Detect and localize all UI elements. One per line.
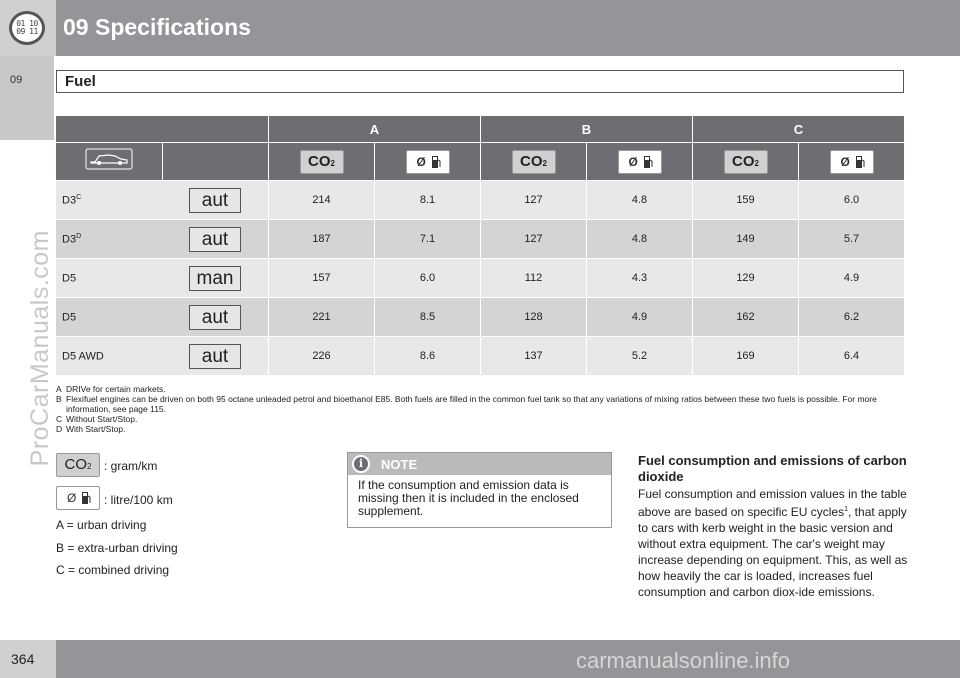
value-cell: 159 xyxy=(692,180,798,219)
value-cell: 129 xyxy=(692,258,798,297)
value-cell: 226 xyxy=(268,336,374,375)
value-cell: 187 xyxy=(268,219,374,258)
footnote: D With Start/Stop. xyxy=(56,424,126,434)
gearbox-cell xyxy=(162,258,268,297)
footnote: C Without Start/Stop. xyxy=(56,414,138,424)
co2-icon: CO2 xyxy=(724,150,768,174)
car-header-cell xyxy=(56,142,162,180)
value-cell: 6.2 xyxy=(798,297,904,336)
model-cell: D5 AWD xyxy=(56,336,162,375)
co2-header-a xyxy=(268,142,374,180)
value-cell: 4.9 xyxy=(798,258,904,297)
footnote: B Flexifuel engines can be driven on both 95 octane unleaded petrol and bioethanol E85. Both fuels are filled in the common fuel tank so that any variations of mixing ratios between these two fuels is possible. For more information, see page 115. xyxy=(56,394,877,414)
fuel-pump-icon: Ø xyxy=(406,150,450,174)
table-row xyxy=(56,258,904,297)
value-cell: 5.2 xyxy=(586,336,692,375)
gearbox-badge: aut xyxy=(189,188,241,213)
value-cell: 6.4 xyxy=(798,336,904,375)
emissions-article xyxy=(638,453,910,600)
fuel-header-c xyxy=(798,142,904,180)
note-box xyxy=(347,452,612,528)
section-heading-bar xyxy=(56,70,904,93)
value-cell: 6.0 xyxy=(798,180,904,219)
gearbox-cell xyxy=(162,336,268,375)
legend-a: A = urban driving xyxy=(56,518,147,532)
fuel-consumption-table xyxy=(56,116,904,375)
value-cell: 5.7 xyxy=(798,219,904,258)
co2-icon: CO2 xyxy=(300,150,344,174)
co2-icon: CO2 xyxy=(512,150,556,174)
note-title: NOTE xyxy=(381,457,418,472)
model-cell: D5 xyxy=(56,258,162,297)
chapter-badge-text: 01 10 09 11 xyxy=(16,19,38,36)
value-cell: 128 xyxy=(480,297,586,336)
fuel-pump-icon: Ø xyxy=(56,486,100,510)
co2-header-c xyxy=(692,142,798,180)
footnote: A DRIVe for certain markets. xyxy=(56,384,166,394)
co2-unit-text: : gram/km xyxy=(104,459,158,473)
chapter-chip xyxy=(0,0,56,56)
table-row xyxy=(56,180,904,219)
value-cell: 214 xyxy=(268,180,374,219)
value-cell: 4.3 xyxy=(586,258,692,297)
page-number: 364 xyxy=(11,651,35,667)
chapter-badge-icon xyxy=(9,11,45,45)
page-header xyxy=(0,0,960,56)
model-cell: $D3^D$ xyxy=(56,219,162,258)
co2-icon: CO2 xyxy=(56,453,100,477)
bottom-watermark: carmanualsonline.info xyxy=(576,648,791,673)
gearbox-badge: man xyxy=(189,266,241,291)
article-body: Fuel consumption and emission values in the table above are based on specific EU cycles$^1$, that apply to cars with kerb weight in the basic version and without extra equipment. The car's weight may increase depending on equipment. This, as well as how heavily the car is loaded, increases fuel consumption and carbon diox-ide emissions. xyxy=(638,487,908,599)
value-cell: 149 xyxy=(692,219,798,258)
table-header-blank xyxy=(56,116,268,142)
value-cell: 4.9 xyxy=(586,297,692,336)
value-cell: 112 xyxy=(480,258,586,297)
chapter-side-tab-label: 09 xyxy=(10,74,23,86)
value-cell: 8.5 xyxy=(374,297,480,336)
value-cell: 4.8 xyxy=(586,180,692,219)
value-cell: 162 xyxy=(692,297,798,336)
legend-c: C = combined driving xyxy=(56,563,170,577)
car-icon xyxy=(85,148,133,170)
value-cell: 8.1 xyxy=(374,180,480,219)
note-header xyxy=(348,453,611,475)
fuel-pump-icon: Ø xyxy=(618,150,662,174)
gearbox-cell xyxy=(162,297,268,336)
chapter-side-tab xyxy=(0,56,54,140)
article-title: Fuel consumption and emissions of carbon dioxide xyxy=(638,453,907,484)
gearbox-badge: aut xyxy=(189,227,241,252)
value-cell: 7.1 xyxy=(374,219,480,258)
value-cell: 221 xyxy=(268,297,374,336)
section-title: Fuel xyxy=(65,73,96,90)
fuel-header-a xyxy=(374,142,480,180)
value-cell: 8.6 xyxy=(374,336,480,375)
table-row xyxy=(56,297,904,336)
value-cell: 6.0 xyxy=(374,258,480,297)
gearbox-badge: aut xyxy=(189,344,241,369)
model-cell: D5 xyxy=(56,297,162,336)
gearbox-cell xyxy=(162,180,268,219)
value-cell: 137 xyxy=(480,336,586,375)
note-body: If the consumption and emission data is missing then it is included in the enclosed supplement. xyxy=(358,478,579,518)
group-header-a: A xyxy=(268,116,480,142)
fuel-header-b xyxy=(586,142,692,180)
group-header-c: C xyxy=(692,116,904,142)
gearbox-header-cell xyxy=(162,142,268,180)
value-cell: 4.8 xyxy=(586,219,692,258)
page-number-chip xyxy=(0,640,56,678)
page-title: 09 Specifications xyxy=(63,14,251,40)
gearbox-cell xyxy=(162,219,268,258)
legend-b: B = extra-urban driving xyxy=(56,541,178,555)
table-footnotes xyxy=(56,384,908,434)
table-row xyxy=(56,336,904,375)
value-cell: 169 xyxy=(692,336,798,375)
value-cell: 127 xyxy=(480,180,586,219)
gearbox-badge: aut xyxy=(189,305,241,330)
group-header-b: B xyxy=(480,116,692,142)
info-icon: i xyxy=(352,455,370,473)
value-cell: 157 xyxy=(268,258,374,297)
page-footer xyxy=(0,640,960,678)
value-cell: 127 xyxy=(480,219,586,258)
co2-header-b xyxy=(480,142,586,180)
model-cell: $D3^C$ xyxy=(56,180,162,219)
fuel-pump-icon: Ø xyxy=(830,150,874,174)
side-watermark: ProCarManuals.com xyxy=(26,230,54,467)
table-row xyxy=(56,219,904,258)
fuel-unit-text: : litre/100 km xyxy=(104,493,173,507)
